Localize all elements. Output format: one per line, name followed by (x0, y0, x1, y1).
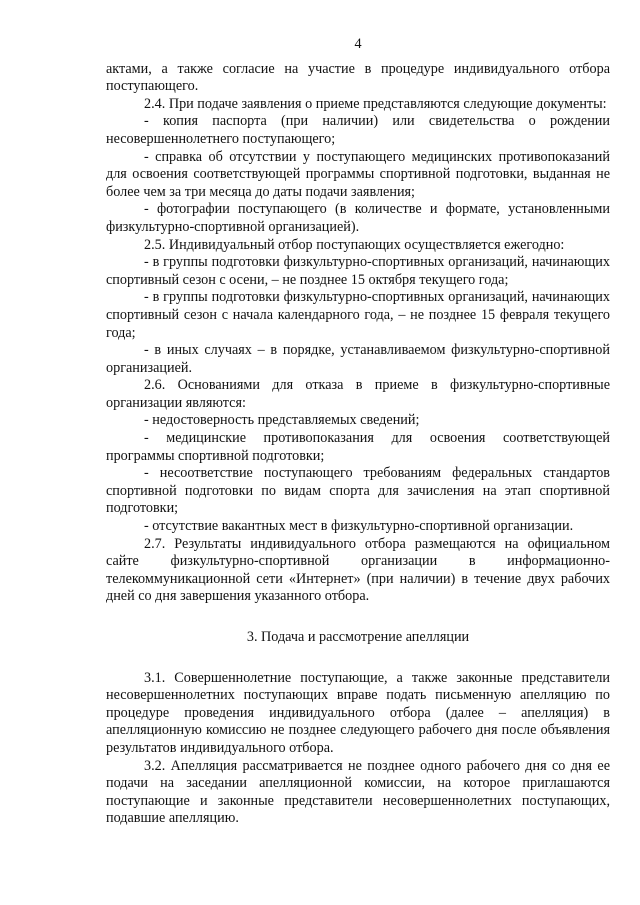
list-item-2-6-inaccuracy: - недостоверность представляемых сведений; (144, 412, 420, 429)
list-item-2-4-photos: - фотографии поступающего (в количестве и формате, установленными физкультурно-спортивной организацией). (106, 201, 610, 235)
paragraph-3-1: 3.1. Совершеннолетние поступающие, а также законные представители несовершеннолетних поступающих вправе подать письменную апелляцию по процедуре проведения индивидуального отбора (далее – апелляция) в апелляционную комиссию не позднее следующего рабочего дня после объявления результатов индивидуального отбора. (106, 669, 610, 756)
paragraph-3-2: 3.2. Апелляция рассматривается не позднее одного рабочего дня со дня ее подачи на заседании апелляционной комиссии, на которое приглашаются поступающие и законные представители несовершеннолетних поступающих, подавшие апелляцию. (106, 757, 610, 827)
list-item-2-5-calendar: - в группы подготовки физкультурно-спортивных организаций, начинающих спортивный сезон с начала календарного года, – не позднее 15 февраля текущего года; (106, 289, 610, 341)
list-item-2-4-medical: - справка об отсутствии у поступающего медицинских противопоказаний для освоения соответствующей программы спортивной подготовки, выданная не более чем за три месяца до даты подачи заявления; (106, 148, 610, 200)
paragraph-2-5: 2.5. Индивидуальный отбор поступающих осуществляется ежегодно: (144, 236, 565, 253)
paragraph-2-4: 2.4. При подаче заявления о приеме представляются следующие документы: (144, 95, 607, 112)
list-item-2-5-other: - в иных случаях – в порядке, устанавливаемом физкультурно-спортивной организацией. (106, 342, 610, 376)
page-number: 4 (354, 36, 362, 52)
paragraph-continuation: актами, а также согласие на участие в процедуре индивидуального отбора поступающего. (106, 60, 610, 95)
list-item-2-6-medical: - медицинские противопоказания для освоения соответствующей программы спортивной подготовки; (106, 430, 610, 464)
list-item-2-6-standards: - несоответствие поступающего требованиям федеральных стандартов спортивной подготовки по видам спорта для зачисления на этап спортивной подготовки; (106, 465, 610, 517)
paragraph-2-7: 2.7. Результаты индивидуального отбора размещаются на официальном сайте физкультурно-спортивной организации в информационно-телекоммуникационной сети «Интернет» (при наличии) в течение двух рабочих дней со дня завершения указанного отбора. (106, 535, 610, 605)
list-item-2-6-vacancies: - отсутствие вакантных мест в физкультурно-спортивной организации. (144, 518, 574, 535)
paragraph-2-6: 2.6. Основаниями для отказа в приеме в физкультурно-спортивные организации являются: (106, 377, 610, 411)
list-item-2-5-autumn: - в группы подготовки физкультурно-спортивных организаций, начинающих спортивный сезон с осени, – не позднее 15 октября текущего года; (106, 254, 610, 288)
section-3-heading: 3. Подача и рассмотрение апелляции (246, 629, 470, 645)
list-item-2-4-passport: - копия паспорта (при наличии) или свидетельства о рождении несовершеннолетнего поступающего; (106, 113, 610, 147)
